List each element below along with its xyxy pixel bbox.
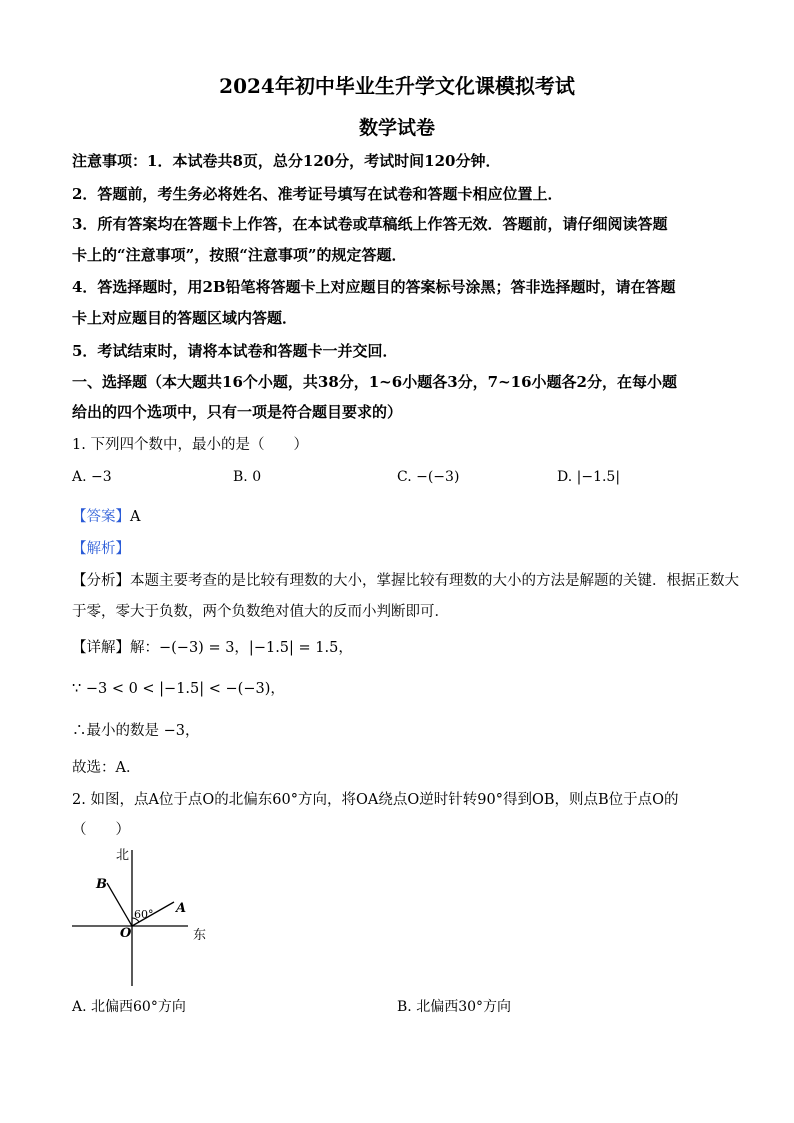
note-line-1: 注意事项：1．本试卷共8页，总分120分，考试时间120分钟． bbox=[72, 152, 501, 170]
exam-title: 2024年初中毕业生升学文化课模拟考试 bbox=[219, 74, 575, 98]
detail-text-1: 解：−(−3) = 3，|−1.5| = 1.5， bbox=[130, 640, 353, 656]
q2-option-a: A. 北偏西60°方向 bbox=[72, 999, 186, 1015]
answer-tag: 【答案】 bbox=[72, 509, 130, 525]
q1-detail-line-3: ∴最小的数是 −3， bbox=[72, 723, 200, 739]
q1-option-d: D. |−1.5| bbox=[557, 469, 621, 485]
q1-fenxi-line-1 bbox=[72, 569, 739, 590]
fenxi-tag: 【分析】 bbox=[72, 573, 130, 589]
point-b-label: B bbox=[96, 877, 107, 892]
q1-option-a: A. −3 bbox=[72, 469, 112, 485]
fenxi-text-1: 本题主要考查的是比较有理数的大小，掌握比较有理数的大小的方法是解题的关键．根据正数大 bbox=[130, 573, 739, 589]
q1-analysis-line bbox=[72, 537, 722, 558]
section-heading-line-1: 一、选择题（本大题共16个小题，共38分，1~6小题各3分，7~16小题各2分，在每小题 bbox=[72, 373, 677, 391]
point-o-label: O bbox=[120, 926, 132, 941]
q1-detail-line-2: ∵ −3 < 0 < |−1.5| < −(−3)， bbox=[72, 681, 285, 697]
q2-option-b: B. 北偏西30°方向 bbox=[397, 999, 512, 1015]
q1-detail-line-1 bbox=[72, 636, 722, 657]
note-line-3: 3．所有答案均在答题卡上作答，在本试卷或草稿纸上作答无效．答题前，请仔细阅读答题 bbox=[72, 215, 668, 233]
analysis-tag: 【解析】 bbox=[72, 541, 130, 557]
q1-answer-line bbox=[72, 505, 722, 526]
note-line-2: 2．答题前，考生务必将姓名、准考证号填写在试卷和答题卡相应位置上． bbox=[72, 185, 563, 203]
section-heading-line-2: 给出的四个选项中，只有一项是符合题目要求的） bbox=[72, 403, 403, 421]
note-line-7: 5．考试结束时，请将本试卷和答题卡一并交回． bbox=[72, 342, 398, 360]
ray-ob bbox=[107, 883, 132, 926]
q1-detail-line-4: 故选：A． bbox=[72, 760, 141, 776]
east-label: 东 bbox=[193, 928, 207, 943]
q1-option-b: B. 0 bbox=[233, 469, 262, 485]
note-line-5: 4．答选择题时，用2B铅笔将答题卡上对应题目的答案标号涂黑；答非选择题时，请在答题 bbox=[72, 278, 676, 296]
north-label: 北 bbox=[116, 848, 130, 863]
q1-fenxi-line-2: 于零，零大于负数，两个负数绝对值大的反而小判断即可． bbox=[72, 604, 449, 620]
q2-stem-line-1: 2. 如图，点A位于点O的北偏东60°方向，将OA绕点O逆时针转90°得到OB，则点B位于点O的 bbox=[72, 792, 679, 808]
point-a-label: A bbox=[176, 901, 187, 916]
exam-subtitle: 数学试卷 bbox=[358, 117, 435, 139]
answer-value: A bbox=[130, 509, 141, 525]
note-line-4: 卡上的“注意事项”，按照“注意事项”的规定答题． bbox=[72, 246, 407, 264]
detail-tag: 【详解】 bbox=[72, 640, 130, 656]
note-line-6: 卡上对应题目的答题区域内答题． bbox=[72, 309, 298, 327]
q1-stem: 1. 下列四个数中，最小的是（ ） bbox=[72, 437, 308, 453]
q1-option-c: C. −(−3) bbox=[397, 469, 460, 485]
q2-stem-line-2: （ ） bbox=[72, 822, 130, 838]
angle-label: 60° bbox=[134, 908, 154, 921]
compass-direction-figure bbox=[60, 838, 230, 998]
